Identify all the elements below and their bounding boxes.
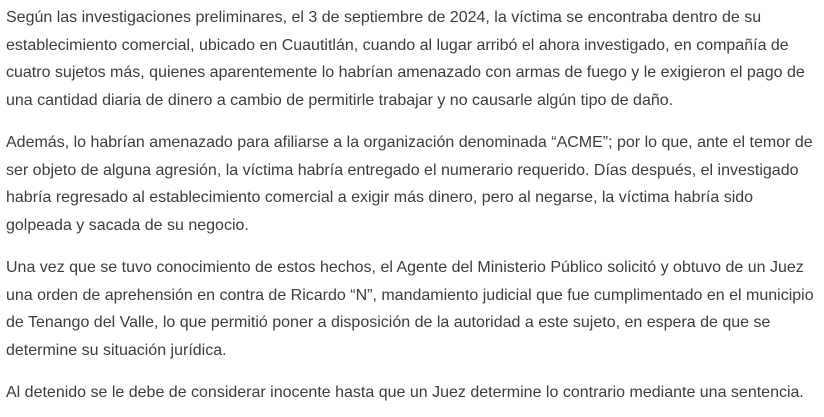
article-body	[6, 4, 824, 407]
paragraph-line: Al detenido se le debe de considerar inocente hasta que un Juez determine lo contrario mediante una sentencia.	[6, 384, 804, 401]
paragraph-line: de Tenango del Valle, lo que permitió poner a disposición de la autoridad a este sujeto, en espera de que se	[6, 314, 771, 331]
paragraph-line: Una vez que se tuvo conocimiento de estos hechos, el Agente del Ministerio Público solicitó y obtuvo de un Juez	[6, 259, 804, 276]
paragraph-line: establecimiento comercial, ubicado en Cuautitlán, cuando al lugar arribó el ahora investigado, en compañía de	[6, 36, 789, 54]
paragraph-2	[6, 129, 824, 239]
paragraph-3	[6, 254, 824, 364]
paragraph-line: determine su situación jurídica.	[6, 341, 227, 359]
paragraph-4	[6, 379, 824, 407]
paragraph-1	[6, 4, 824, 114]
paragraph-line: una orden de aprehensión en contra de Ricardo “N”, mandamiento judicial que fue cumplimentado en el municipio	[6, 286, 814, 304]
paragraph-line: ser objeto de alguna agresión, la víctima habría entregado el numerario requerido. Días después, el investigado	[6, 161, 799, 179]
paragraph-line: golpeada y sacada de su negocio.	[6, 216, 249, 234]
paragraph-line: Según las investigaciones preliminares, el 3 de septiembre de 2024, la víctima se encontraba dentro de su	[6, 9, 762, 26]
paragraph-line: cuatro sujetos más, quienes aparentemente lo habrían amenazado con armas de fuego y le exigieron el pago de	[6, 64, 805, 81]
paragraph-line: habría regresado al establecimiento comercial a exigir más dinero, pero al negarse, la víctima habría sido	[6, 189, 754, 206]
paragraph-line: Además, lo habrían amenazado para afiliarse a la organización denominada “ACME”; por lo que, ante el temor de	[6, 134, 813, 151]
paragraph-line: una cantidad diaria de dinero a cambio de permitirle trabajar y no causarle algún tipo de daño.	[6, 91, 674, 109]
